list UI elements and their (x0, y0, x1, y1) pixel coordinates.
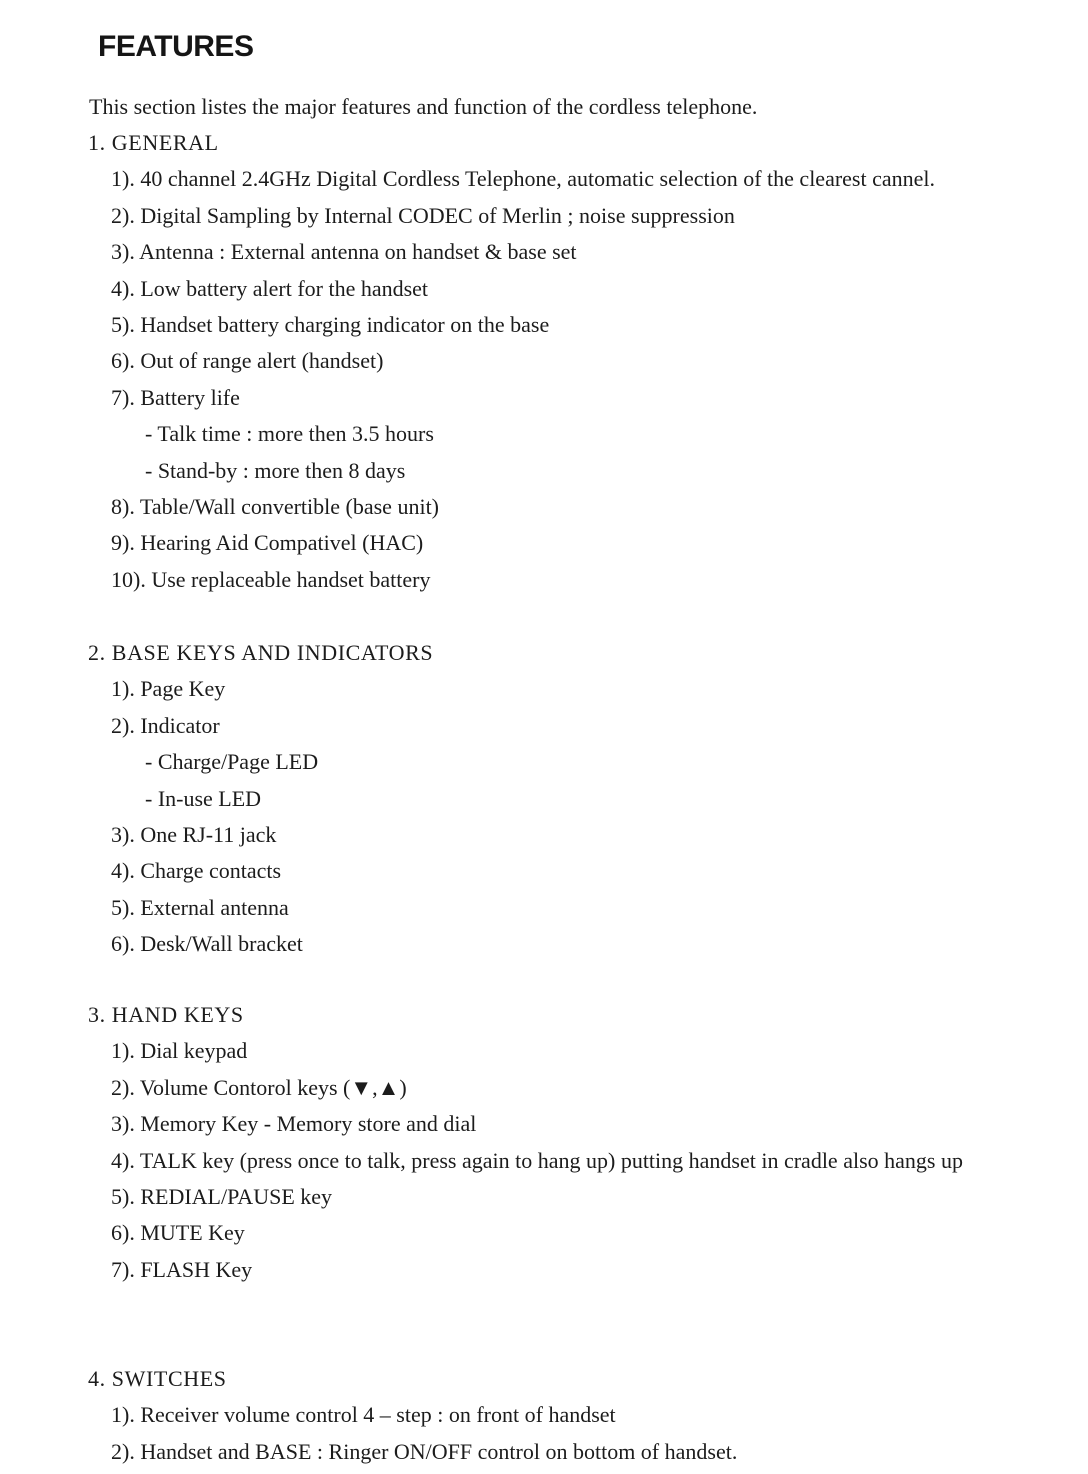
list-item: 3). Antenna : External antenna on handset & base set (111, 239, 577, 265)
list-item: 3). Memory Key - Memory store and dial (111, 1111, 477, 1137)
list-item: 2). Handset and BASE : Ringer ON/OFF control on bottom of handset. (111, 1438, 738, 1464)
list-item: 5). Handset battery charging indicator on the base (111, 312, 550, 337)
sub-list-item: - Charge/Page LED (145, 749, 319, 775)
list-item: 6). Out of range alert (handset) (111, 348, 384, 374)
list-item: 5). REDIAL/PAUSE key (111, 1184, 333, 1209)
list-item: 4). Charge contacts (111, 858, 282, 884)
sub-list-item: - Talk time : more then 3.5 hours (145, 421, 434, 447)
list-item: 6). Desk/Wall bracket (111, 931, 303, 957)
sub-list-item: - In-use LED (145, 785, 262, 811)
list-item: 1). Dial keypad (111, 1038, 248, 1064)
section-heading: 4. SWITCHES (88, 1366, 227, 1391)
list-item: 3). One RJ-11 jack (111, 822, 277, 847)
list-item: 2). Volume Contorol keys (▼,▲) (111, 1074, 407, 1100)
list-item: 4). TALK key (press once to talk, press again to hang up) putting handset in cradle also hangs up (111, 1147, 963, 1173)
list-item: 1). 40 channel 2.4GHz Digital Cordless Telephone, automatic selection of the clearest cannel. (111, 166, 936, 192)
list-item: 2). Digital Sampling by Internal CODEC of Merlin ; noise suppression (111, 202, 735, 228)
list-item: 5). External antenna (111, 894, 289, 920)
section-heading: 1. GENERAL (88, 130, 219, 155)
list-item: 7). Battery life (111, 384, 240, 410)
list-item: 1). Receiver volume control 4 – step : on front of handset (111, 1402, 616, 1428)
list-item: 10). Use replaceable handset battery (111, 566, 431, 592)
list-item: 9). Hearing Aid Compativel (HAC) (111, 530, 424, 556)
list-item: 2). Indicator (111, 712, 220, 738)
section-heading: 2. BASE KEYS AND INDICATORS (88, 640, 434, 665)
list-item: 8). Table/Wall convertible (base unit) (111, 494, 440, 519)
intro-text: This section listes the major features and function of the cordless telephone. (89, 94, 758, 119)
list-item: 7). FLASH Key (111, 1256, 253, 1282)
page-title: FEATURES (98, 30, 254, 63)
sub-list-item: - Stand-by : more then 8 days (145, 457, 406, 483)
list-item: 4). Low battery alert for the handset (111, 275, 429, 301)
section-heading: 3. HAND KEYS (88, 1002, 244, 1027)
list-item: 6). MUTE Key (111, 1220, 245, 1246)
list-item: 1). Page Key (111, 676, 226, 702)
